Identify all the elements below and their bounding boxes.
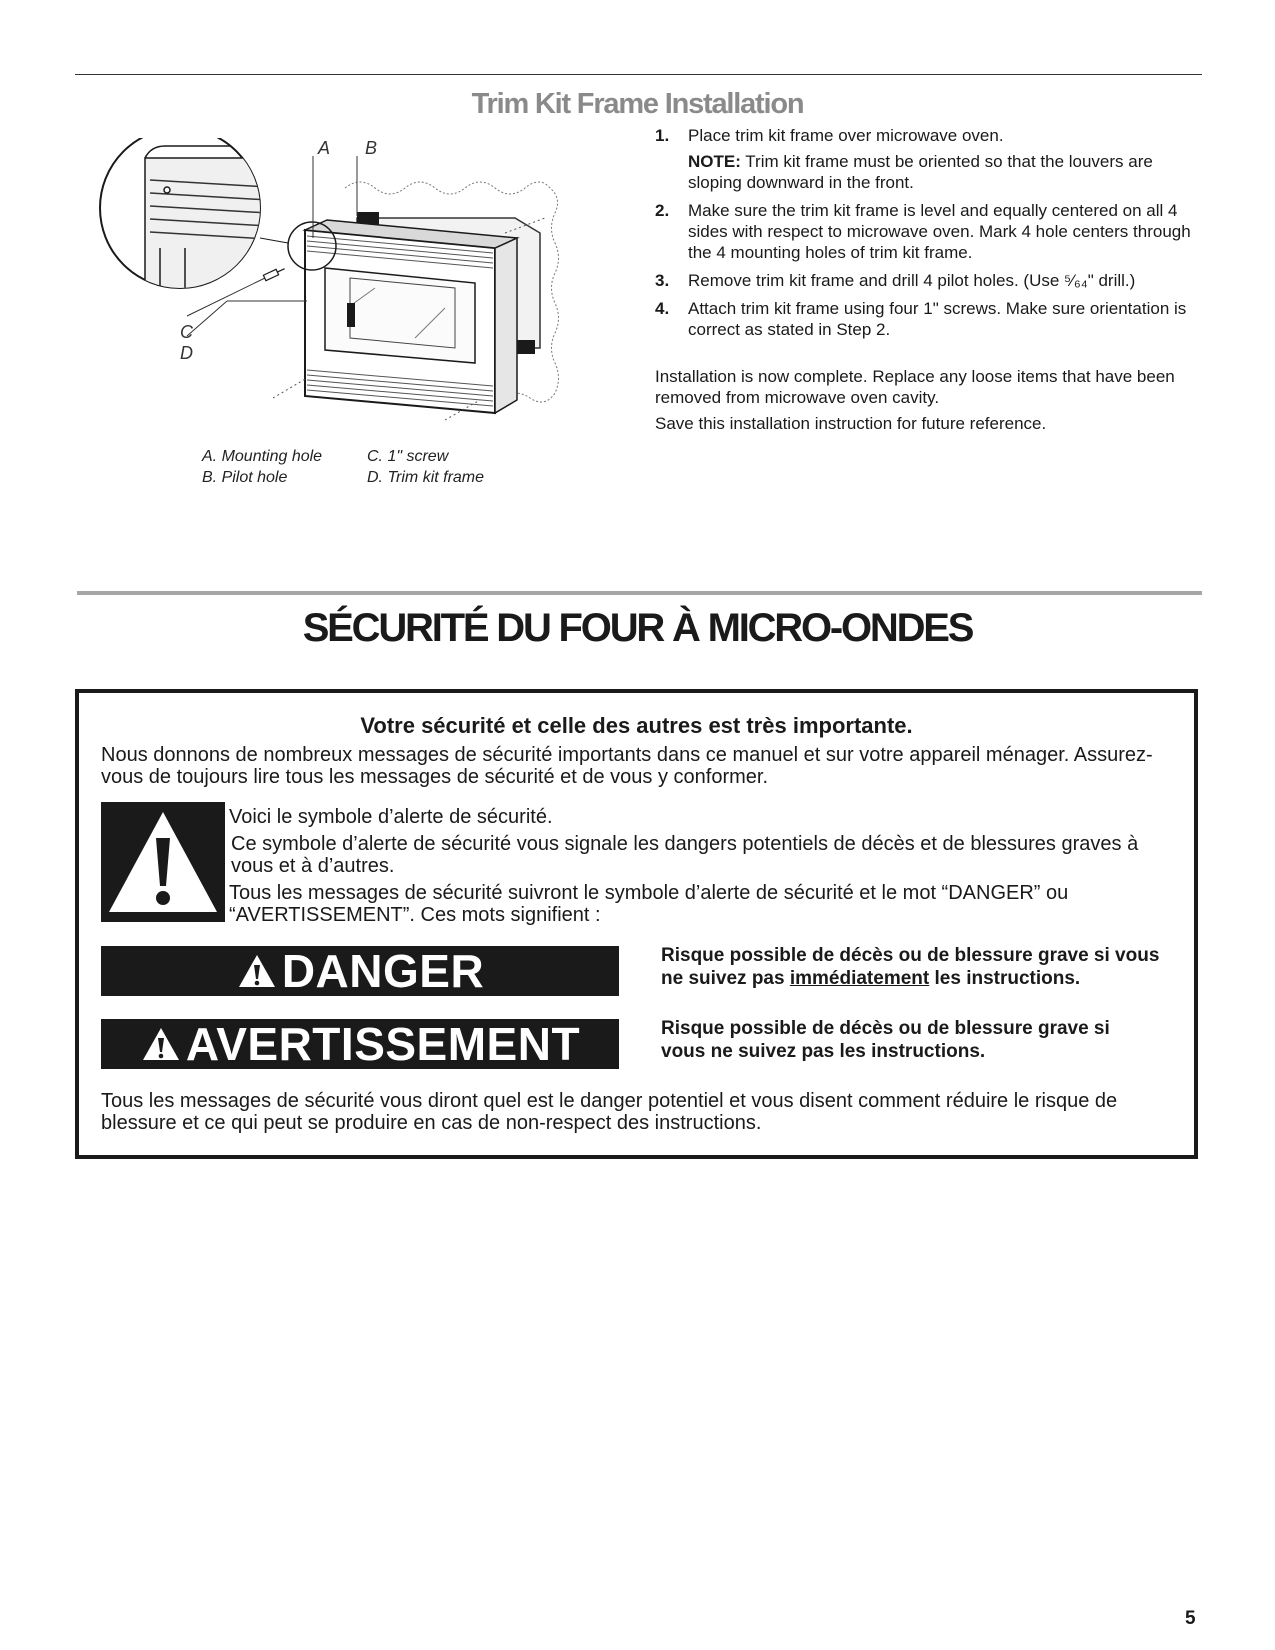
safety-alert-icon	[101, 802, 225, 922]
completion-text: Installation is now complete. Replace any loose items that have been removed from microwave oven cavity.	[655, 367, 1175, 407]
step-number: 2.	[655, 201, 670, 220]
figure-label-d: D	[180, 343, 193, 363]
section-title: Trim Kit Frame Installation	[471, 88, 804, 120]
caption-d: D. Trim kit frame	[367, 469, 485, 486]
trim-kit-figure	[95, 138, 605, 448]
caption-a: A. Mounting hole	[202, 448, 323, 465]
step-number: 1.	[655, 126, 670, 145]
safety-intro: Nous donnons de nombreux messages de sécurité importants dans ce manuel et sur votre appareil ménager. Assurez-vous de toujours lire tous les messages de sécurité et de vous y conformer.	[101, 744, 1153, 788]
trim-kit-illustration	[95, 138, 605, 448]
caption-c: C. 1" screw	[367, 448, 449, 465]
step-text: Attach trim kit frame using four 1" screws. Make sure orientation is correct as stated in Step 2.	[688, 299, 1187, 339]
step-text: Remove trim kit frame and drill 4 pilot holes. (Use ⁵⁄₆₄" drill.)	[688, 271, 1136, 290]
caption-b: B. Pilot hole	[202, 469, 288, 486]
step-text: Place trim kit frame over microwave oven.	[688, 126, 1004, 145]
top-rule	[75, 74, 1202, 75]
installation-steps	[655, 125, 1205, 439]
safety-box	[75, 689, 1198, 1159]
warning-triangle-icon	[101, 802, 225, 922]
step-note	[688, 151, 1205, 193]
warning-signal-bar	[101, 1019, 619, 1069]
safety-footer-text: Tous les messages de sécurité vous diront quel est le danger potentiel et vous disent comment réduire le risque de blessure et ce qui peut se produire en cas de non-respect des instructions.	[101, 1090, 1118, 1134]
figure-label-a: A	[318, 138, 331, 158]
safety-title: SÉCURITÉ DU FOUR À MICRO-ONDES	[302, 606, 973, 650]
warning-word: AVERTISSEMENT	[185, 1018, 581, 1070]
step-1	[655, 125, 1205, 193]
step-number: 3.	[655, 271, 670, 290]
danger-alert-icon	[236, 952, 278, 990]
danger-word: DANGER	[281, 945, 485, 997]
note-text: Trim kit frame must be oriented so that the louvers are sloping downward in the front.	[688, 152, 1153, 192]
figure-label-c: C	[180, 322, 193, 342]
step-text: Make sure the trim kit frame is level and equally centered on all 4 sides with respect to microwave oven. Mark 4 hole centers through the 4 mounting holes of trim kit frame.	[688, 201, 1191, 262]
step-number: 4.	[655, 299, 670, 318]
figure-label-b: B	[365, 138, 378, 158]
safety-heading: Votre sécurité et celle des autres est très importante.	[360, 713, 913, 738]
step-4	[655, 298, 1205, 340]
section-divider	[77, 591, 1202, 595]
step-2	[655, 200, 1205, 263]
danger-signal-bar	[101, 946, 619, 996]
symbol-text-2: Ce symbole d’alerte de sécurité vous signale les dangers potentiels de décès et de blessures graves à vous et à d’autres.	[231, 833, 1139, 877]
step-3	[655, 270, 1205, 291]
danger-desc-end: les instructions.	[929, 968, 1081, 989]
save-instruction-text: Save this installation instruction for future reference.	[655, 414, 1047, 433]
note-label: NOTE:	[688, 152, 741, 171]
warning-description: Risque possible de décès ou de blessure grave si vous ne suivez pas les instructions.	[661, 1018, 1110, 1062]
danger-desc-text: Risque possible de décès ou de blessure grave si vous ne suivez pas	[661, 945, 1160, 989]
page-number: 5	[1185, 1608, 1196, 1629]
danger-description	[661, 944, 1181, 990]
warning-alert-icon	[140, 1025, 182, 1063]
symbol-text-3: Tous les messages de sécurité suivront le symbole d’alerte de sécurité et le mot “DANGER” ou “AVERTISSEMENT”. Ces mots signifient :	[229, 882, 1069, 926]
danger-desc-emphasis: immédiatement	[789, 968, 930, 989]
symbol-text-1: Voici le symbole d’alerte de sécurité.	[229, 806, 553, 828]
